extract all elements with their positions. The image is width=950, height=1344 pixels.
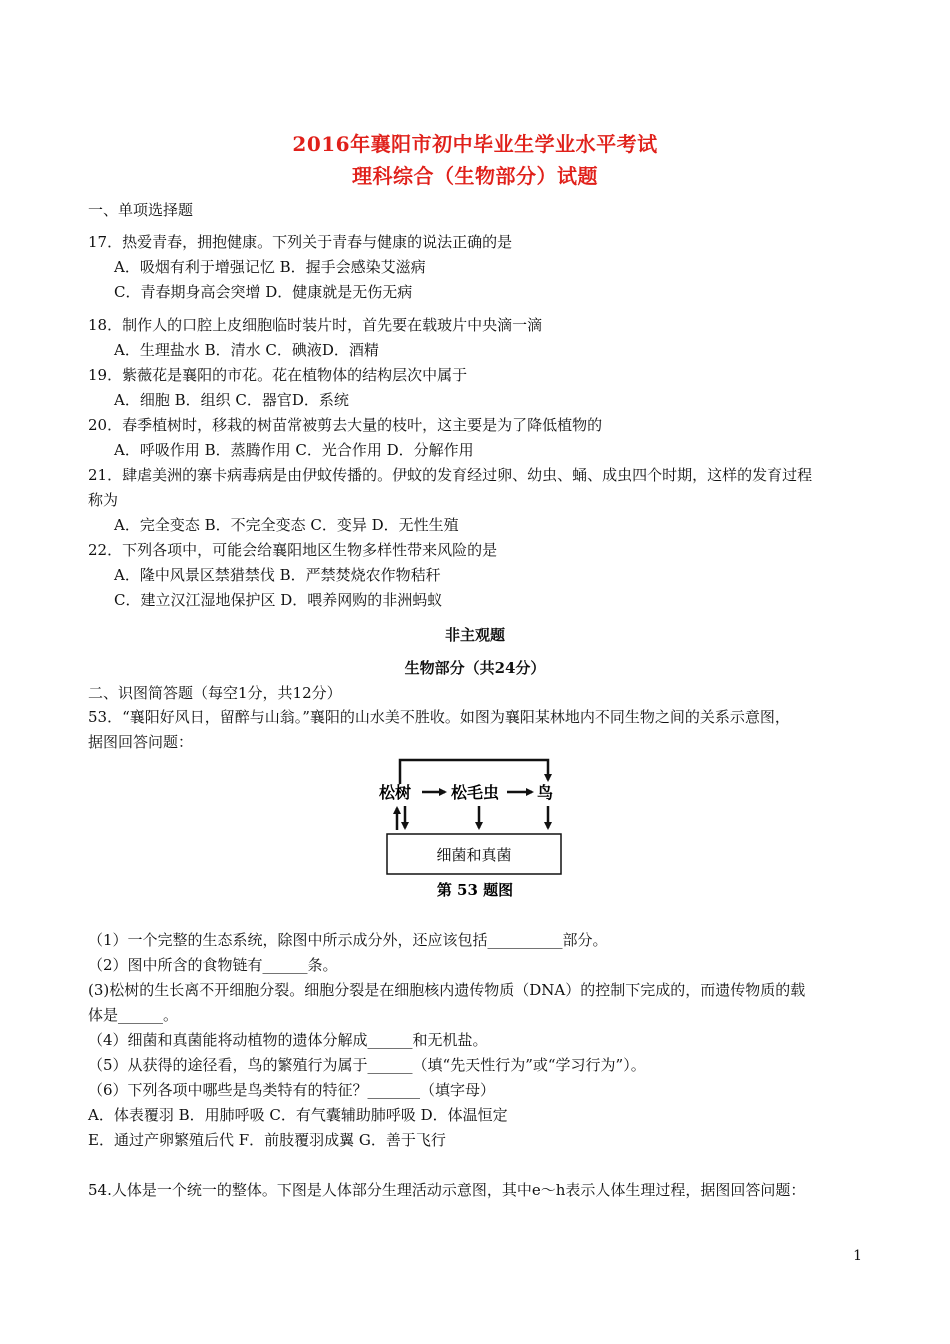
q20-options: A．呼吸作用 B．蒸腾作用 C．光合作用 D．分解作用: [114, 441, 474, 459]
q20-stem: 20．春季植树时，移栽的树苗常被剪去大量的枝叶，这主要是为了降低植物的: [88, 416, 603, 434]
q21-stem-line1: 21．肆虐美洲的寨卡病毒病是由伊蚊传播的。伊蚊的发育经过卵、幼虫、蛹、成虫四个时期，这样的发育过程: [88, 466, 813, 484]
exam-subtitle: 理科综合（生物部分）试题: [352, 164, 598, 188]
food-web-diagram: [375, 750, 575, 900]
section-heading-choice: 一、单项选择题: [88, 201, 194, 219]
q53-options-row1: A．体表覆羽 B．用肺呼吸 C．有气囊辅助肺呼吸 D．体温恒定: [88, 1106, 508, 1124]
section-heading-diagram: 二、识图简答题（每空1分，共12分）: [88, 684, 342, 702]
q18-stem: 18．制作人的口腔上皮细胞临时装片时，首先要在载玻片中央滴一滴: [88, 316, 543, 334]
q17-options-row2: C．青春期身高会突增 D．健康就是无伤无病: [114, 283, 413, 301]
q22-options-row2: C．建立汉江湿地保护区 D．喂养网购的非洲蚂蚁: [114, 591, 443, 609]
q19-stem: 19．紫薇花是襄阳的市花。花在植物体的结构层次中属于: [88, 366, 468, 384]
page-number: 1: [853, 1248, 862, 1264]
q21-stem-line2: 称为: [88, 491, 119, 509]
arrow-pine-to-bird: [400, 760, 548, 784]
q53-stem-line1: 53．“襄阳好风日，留醉与山翁。”襄阳的山水美不胜收。如图为襄阳某林地内不同生物之间的关系示意图，: [88, 708, 790, 726]
q53-part5: （5）从获得的途径看，鸟的繁殖行为属于______（填“先天性行为”或“学习行为”）。: [88, 1056, 646, 1074]
q22-stem: 22．下列各项中，可能会给襄阳地区生物多样性带来风险的是: [88, 541, 498, 559]
q53-part3-line1: (3)松树的生长离不开细胞分裂。细胞分裂是在细胞核内遗传物质（DNA）的控制下完成的，而遗传物质的载: [88, 981, 806, 999]
q22-options-row1: A．隆中风景区禁猎禁伐 B．严禁焚烧农作物秸秆: [114, 566, 441, 584]
heading-subjective: 非主观题: [444, 626, 505, 644]
q53-stem-line2: 据图回答问题：: [88, 733, 194, 751]
q54-stem: 54.人体是一个统一的整体。下图是人体部分生理活动示意图，其中e～h表示人体生理过程，据图回答问题：: [88, 1181, 806, 1199]
q21-options: A．完全变态 B．不完全变态 C．变异 D．无性生殖: [114, 516, 459, 534]
q53-part4: （4）细菌和真菌能将动植物的遗体分解成______和无机盐。: [88, 1031, 488, 1049]
diagram-caption: 第 53 题图: [436, 881, 514, 899]
heading-biology: 生物部分（共24分）: [404, 659, 546, 677]
node-pine: 松树: [379, 783, 412, 802]
q17-stem: 17．热爱青春，拥抱健康。下列关于青春与健康的说法正确的是: [88, 233, 513, 251]
q53-options-row2: E．通过产卵繁殖后代 F．前肢覆羽成翼 G．善于飞行: [88, 1131, 446, 1149]
decomposers-label: 细菌和真菌: [436, 846, 512, 864]
node-caterpillar: 松毛虫: [451, 783, 500, 802]
q19-options: A．细胞 B．组织 C．器官D．系统: [114, 391, 349, 409]
exam-title: 2016年襄阳市初中毕业生学业水平考试: [292, 132, 658, 156]
q53-part6: （6）下列各项中哪些是鸟类特有的特征？_______（填字母）: [88, 1081, 496, 1099]
q17-options-row1: A．吸烟有利于增强记忆 B．握手会感染艾滋病: [114, 258, 426, 276]
node-bird: 鸟: [537, 783, 554, 802]
q53-part3-line2: 体是______。: [88, 1006, 179, 1024]
q53-part1: （1）一个完整的生态系统，除图中所示成分外，还应该包括__________部分。: [88, 931, 608, 949]
q53-part2: （2）图中所含的食物链有______条。: [88, 956, 338, 974]
q18-options: A．生理盐水 B．清水 C．碘液D．酒精: [114, 341, 379, 359]
